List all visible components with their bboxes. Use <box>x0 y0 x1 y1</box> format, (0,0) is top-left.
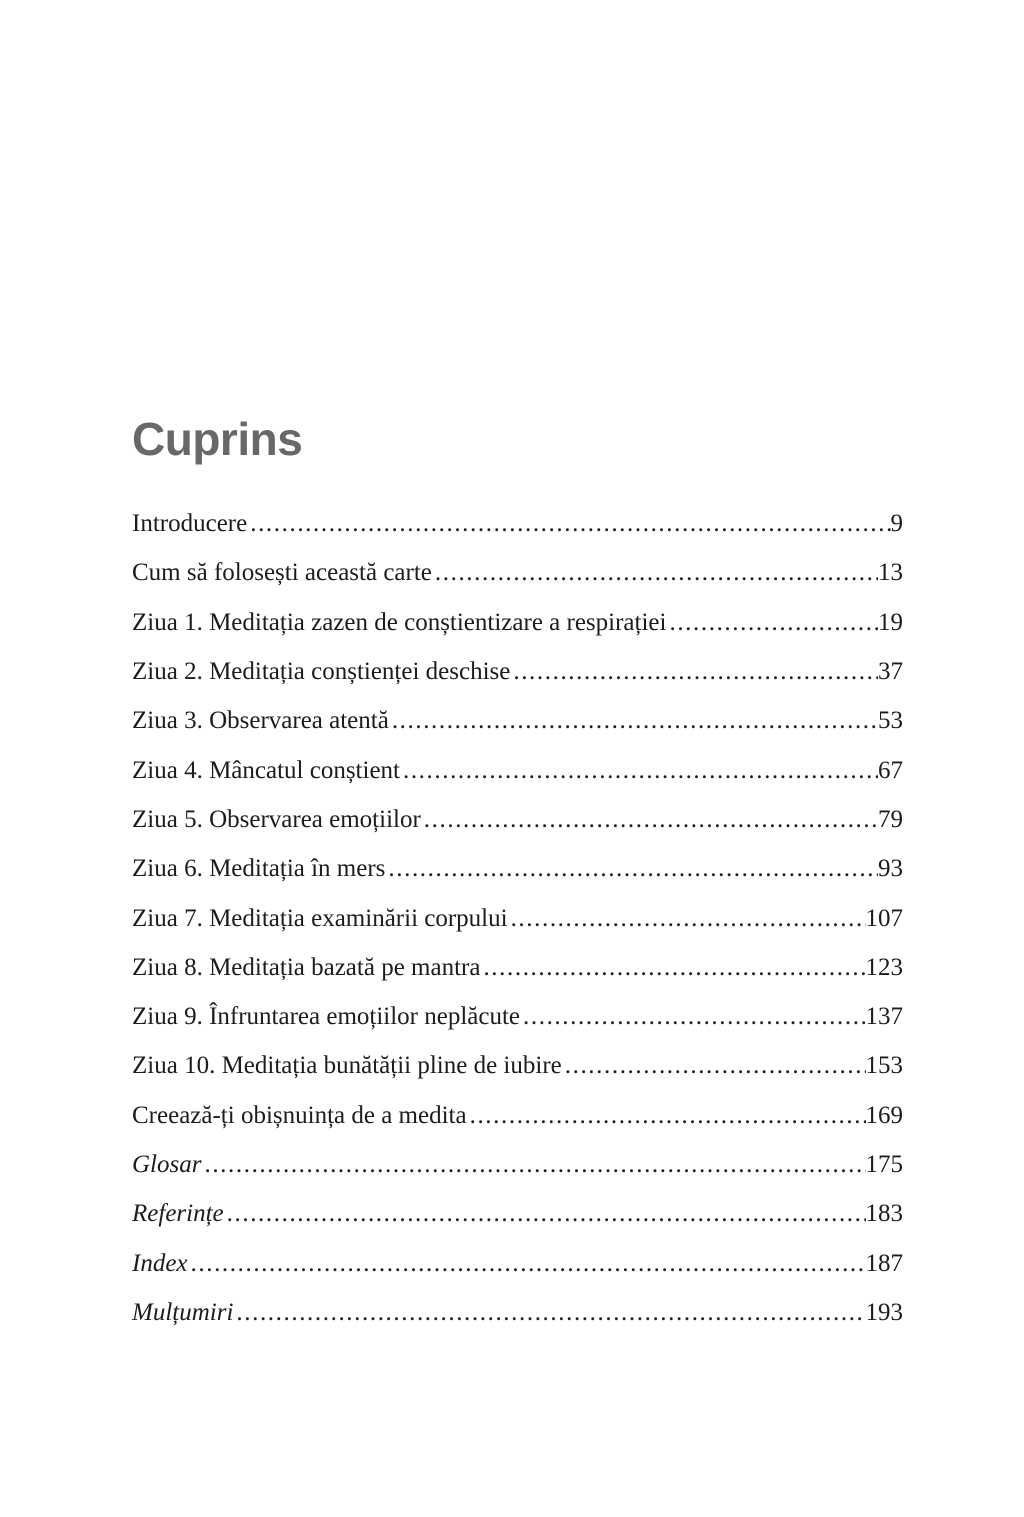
toc-entry-page: 13 <box>878 559 903 587</box>
toc-entry-page: 79 <box>878 805 903 833</box>
toc-entry-label: Creează-ți obișnuința de a medita <box>132 1101 467 1129</box>
dot-leader <box>510 647 878 696</box>
toc-entry-label: Referințe <box>132 1200 224 1228</box>
toc-entry <box>132 1091 903 1140</box>
toc-entry <box>132 598 903 647</box>
toc-entry-page: 19 <box>878 608 903 636</box>
toc-entry <box>132 894 903 943</box>
dot-leader <box>520 992 865 1041</box>
toc-entry-label: Mulțumiri <box>132 1298 234 1326</box>
toc-entry-label: Ziua 4. Mâncatul conștient <box>132 756 400 784</box>
dot-leader <box>467 1091 866 1140</box>
toc-entry-page: 169 <box>865 1101 903 1129</box>
toc-entry <box>132 1140 903 1189</box>
dot-leader <box>666 598 878 647</box>
toc-entry-page: 153 <box>865 1052 903 1080</box>
toc-entry <box>132 696 903 745</box>
dot-leader <box>224 1189 866 1238</box>
toc-entry <box>132 499 903 548</box>
toc-entry-page: 93 <box>878 855 903 883</box>
toc-entry <box>132 548 903 597</box>
toc-entry-page: 37 <box>878 658 903 686</box>
toc-entry <box>132 647 903 696</box>
dot-leader <box>480 943 865 992</box>
toc-entry-label: Cum să folosești această carte <box>132 559 432 587</box>
toc-entry-page: 9 <box>890 510 903 538</box>
dot-leader <box>508 894 866 943</box>
toc-entry-page: 183 <box>865 1200 903 1228</box>
toc-entry-label: Introducere <box>132 510 248 538</box>
toc-entry-page: 175 <box>865 1151 903 1179</box>
dot-leader <box>562 1041 866 1090</box>
toc-entry-page: 123 <box>865 953 903 981</box>
toc-entry-page: 53 <box>878 707 903 735</box>
toc-entry <box>132 844 903 893</box>
toc-list <box>132 499 903 1337</box>
toc-entry-page: 107 <box>865 904 903 932</box>
toc-entry-page: 67 <box>878 756 903 784</box>
toc-entry-label: Ziua 3. Observarea atentă <box>132 707 389 735</box>
page-title: Cuprins <box>132 413 303 465</box>
toc-entry-label: Ziua 7. Meditația examinării corpului <box>132 904 508 932</box>
dot-leader <box>385 844 878 893</box>
dot-leader <box>247 499 890 548</box>
toc-entry-page: 187 <box>865 1249 903 1277</box>
toc-entry-label: Ziua 10. Meditația bunătății pline de iubire <box>132 1052 562 1080</box>
toc-entry <box>132 746 903 795</box>
toc-content <box>132 412 903 1337</box>
dot-leader <box>421 795 878 844</box>
toc-entry-label: Ziua 5. Observarea emoțiilor <box>132 805 421 833</box>
toc-entry <box>132 1189 903 1238</box>
toc-entry <box>132 943 903 992</box>
toc-entry-label: Index <box>132 1249 188 1277</box>
dot-leader <box>188 1239 866 1288</box>
dot-leader <box>233 1288 865 1337</box>
toc-entry-label: Ziua 9. Înfruntarea emoțiilor neplăcute <box>132 1003 521 1031</box>
dot-leader <box>201 1140 865 1189</box>
toc-entry-label: Ziua 2. Meditația conștienței deschise <box>132 658 511 686</box>
toc-entry <box>132 795 903 844</box>
toc-entry <box>132 1288 903 1337</box>
dot-leader <box>432 548 878 597</box>
toc-entry-label: Ziua 8. Meditația bazată pe mantra <box>132 953 481 981</box>
toc-entry <box>132 1041 903 1090</box>
toc-entry-page: 193 <box>865 1298 903 1326</box>
dot-leader <box>389 696 878 745</box>
toc-entry-label: Ziua 6. Meditația în mers <box>132 855 386 883</box>
toc-entry <box>132 992 903 1041</box>
toc-entry-label: Ziua 1. Meditația zazen de conștientizare a respirației <box>132 608 667 636</box>
toc-entry-page: 137 <box>865 1003 903 1031</box>
toc-entry-label: Glosar <box>132 1151 202 1179</box>
dot-leader <box>400 746 878 795</box>
toc-entry <box>132 1239 903 1288</box>
